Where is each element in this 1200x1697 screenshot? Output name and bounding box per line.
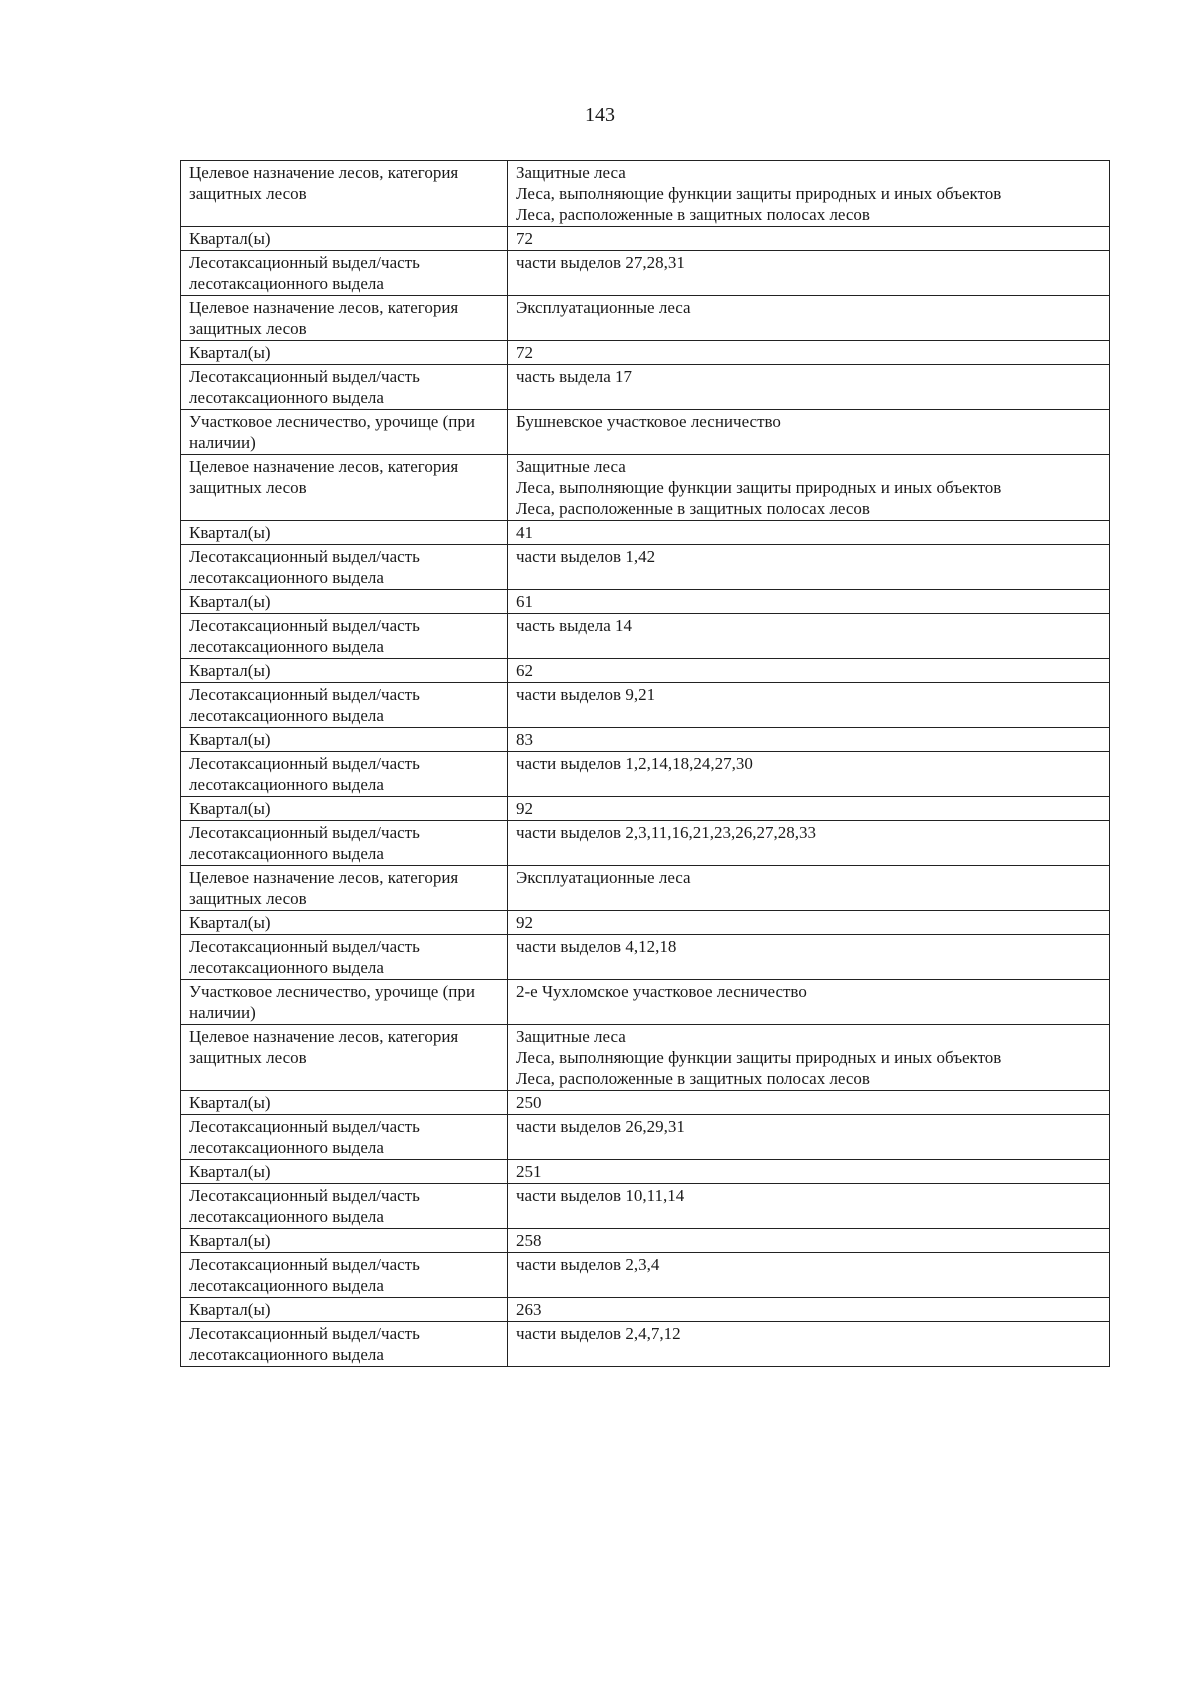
- table-row: [181, 1160, 1110, 1184]
- row-value: [508, 1322, 1110, 1367]
- row-value: [508, 659, 1110, 683]
- row-label: Квартал(ы): [181, 797, 508, 821]
- table-body: [181, 161, 1110, 1367]
- table-row: [181, 410, 1110, 455]
- row-label: Квартал(ы): [181, 227, 508, 251]
- row-label: Лесотаксационный выдел/часть лесотаксационного выдела: [181, 614, 508, 659]
- value-line: Защитные леса: [516, 163, 626, 182]
- table-row: [181, 1229, 1110, 1253]
- row-label: Целевое назначение лесов, категория защитных лесов: [181, 161, 508, 227]
- row-label: Лесотаксационный выдел/часть лесотаксационного выдела: [181, 1322, 508, 1367]
- value-line: Эксплуатационные леса: [516, 868, 691, 887]
- table-row: [181, 365, 1110, 410]
- value-line: 83: [516, 730, 533, 749]
- row-value: [508, 1025, 1110, 1091]
- table-row: [181, 251, 1110, 296]
- row-label: Участковое лесничество, урочище (при наличии): [181, 410, 508, 455]
- forest-table: [180, 160, 1110, 1367]
- table-row: [181, 455, 1110, 521]
- value-line: Леса, выполняющие функции защиты природных и иных объектов: [516, 478, 1002, 497]
- table-row: [181, 1184, 1110, 1229]
- row-label: Квартал(ы): [181, 911, 508, 935]
- row-label: Лесотаксационный выдел/часть лесотаксационного выдела: [181, 365, 508, 410]
- row-label: Квартал(ы): [181, 1160, 508, 1184]
- row-label: Квартал(ы): [181, 728, 508, 752]
- table-row: [181, 545, 1110, 590]
- value-line: 263: [516, 1300, 542, 1319]
- row-label: Лесотаксационный выдел/часть лесотаксационного выдела: [181, 935, 508, 980]
- row-label: Квартал(ы): [181, 521, 508, 545]
- row-value: [508, 521, 1110, 545]
- value-line: 62: [516, 661, 533, 680]
- value-line: части выделов 27,28,31: [516, 253, 685, 272]
- table-row: [181, 980, 1110, 1025]
- row-label: Лесотаксационный выдел/часть лесотаксационного выдела: [181, 752, 508, 797]
- row-value: [508, 545, 1110, 590]
- value-line: Леса, расположенные в защитных полосах лесов: [516, 1069, 870, 1088]
- row-value: [508, 728, 1110, 752]
- row-label: Целевое назначение лесов, категория защитных лесов: [181, 866, 508, 911]
- table-row: [181, 1322, 1110, 1367]
- table-row: [181, 296, 1110, 341]
- value-line: Леса, расположенные в защитных полосах лесов: [516, 205, 870, 224]
- row-label: Целевое назначение лесов, категория защитных лесов: [181, 455, 508, 521]
- row-value: [508, 1160, 1110, 1184]
- table-row: [181, 521, 1110, 545]
- value-line: Бушневское участковое лесничество: [516, 412, 781, 431]
- table-row: [181, 614, 1110, 659]
- table-row: [181, 341, 1110, 365]
- table-row: [181, 797, 1110, 821]
- table-row: [181, 752, 1110, 797]
- row-label: Лесотаксационный выдел/часть лесотаксационного выдела: [181, 251, 508, 296]
- row-value: [508, 410, 1110, 455]
- table-row: [181, 1298, 1110, 1322]
- value-line: части выделов 2,3,4: [516, 1255, 660, 1274]
- value-line: части выделов 26,29,31: [516, 1117, 685, 1136]
- row-value: [508, 365, 1110, 410]
- table-row: [181, 590, 1110, 614]
- value-line: части выделов 1,42: [516, 547, 656, 566]
- row-value: [508, 1091, 1110, 1115]
- row-value: [508, 614, 1110, 659]
- value-line: 92: [516, 913, 533, 932]
- value-line: часть выдела 17: [516, 367, 632, 386]
- row-value: [508, 911, 1110, 935]
- value-line: 2-е Чухломское участковое лесничество: [516, 982, 807, 1001]
- value-line: части выделов 2,4,7,12: [516, 1324, 681, 1343]
- row-value: [508, 797, 1110, 821]
- row-value: [508, 1253, 1110, 1298]
- value-line: Леса, расположенные в защитных полосах лесов: [516, 499, 870, 518]
- row-label: Лесотаксационный выдел/часть лесотаксационного выдела: [181, 545, 508, 590]
- value-line: Леса, выполняющие функции защиты природных и иных объектов: [516, 184, 1002, 203]
- value-line: 251: [516, 1162, 542, 1181]
- row-label: Лесотаксационный выдел/часть лесотаксационного выдела: [181, 821, 508, 866]
- row-label: Квартал(ы): [181, 1298, 508, 1322]
- value-line: 72: [516, 229, 533, 248]
- table-row: [181, 683, 1110, 728]
- value-line: части выделов 10,11,14: [516, 1186, 685, 1205]
- row-label: Лесотаксационный выдел/часть лесотаксационного выдела: [181, 1253, 508, 1298]
- table-row: [181, 1091, 1110, 1115]
- page-number: 143: [585, 104, 615, 126]
- value-line: Защитные леса: [516, 1027, 626, 1046]
- table-row: [181, 161, 1110, 227]
- row-label: Квартал(ы): [181, 590, 508, 614]
- row-value: [508, 1298, 1110, 1322]
- value-line: Леса, выполняющие функции защиты природных и иных объектов: [516, 1048, 1002, 1067]
- row-value: [508, 341, 1110, 365]
- row-value: [508, 251, 1110, 296]
- table-row: [181, 821, 1110, 866]
- value-line: 61: [516, 592, 533, 611]
- row-label: Лесотаксационный выдел/часть лесотаксационного выдела: [181, 683, 508, 728]
- table-row: [181, 935, 1110, 980]
- value-line: Защитные леса: [516, 457, 626, 476]
- value-line: часть выдела 14: [516, 616, 632, 635]
- value-line: 92: [516, 799, 533, 818]
- value-line: части выделов 1,2,14,18,24,27,30: [516, 754, 753, 773]
- row-value: [508, 590, 1110, 614]
- row-label: Лесотаксационный выдел/часть лесотаксационного выдела: [181, 1184, 508, 1229]
- row-label: Лесотаксационный выдел/часть лесотаксационного выдела: [181, 1115, 508, 1160]
- table-row: [181, 1253, 1110, 1298]
- value-line: 41: [516, 523, 533, 542]
- row-value: [508, 821, 1110, 866]
- row-value: [508, 455, 1110, 521]
- row-value: [508, 296, 1110, 341]
- table-row: [181, 227, 1110, 251]
- row-label: Квартал(ы): [181, 341, 508, 365]
- row-value: [508, 866, 1110, 911]
- table-row: [181, 1025, 1110, 1091]
- row-label: Целевое назначение лесов, категория защитных лесов: [181, 296, 508, 341]
- value-line: части выделов 4,12,18: [516, 937, 677, 956]
- value-line: части выделов 2,3,11,16,21,23,26,27,28,33: [516, 823, 816, 842]
- row-label: Участковое лесничество, урочище (при наличии): [181, 980, 508, 1025]
- table-row: [181, 866, 1110, 911]
- value-line: 250: [516, 1093, 542, 1112]
- table-row: [181, 728, 1110, 752]
- value-line: части выделов 9,21: [516, 685, 656, 704]
- row-value: [508, 1229, 1110, 1253]
- row-label: Квартал(ы): [181, 659, 508, 683]
- row-label: Целевое назначение лесов, категория защитных лесов: [181, 1025, 508, 1091]
- row-label: Квартал(ы): [181, 1229, 508, 1253]
- row-value: [508, 683, 1110, 728]
- table-row: [181, 911, 1110, 935]
- row-value: [508, 227, 1110, 251]
- row-value: [508, 752, 1110, 797]
- table-row: [181, 659, 1110, 683]
- row-value: [508, 935, 1110, 980]
- row-value: [508, 161, 1110, 227]
- value-line: Эксплуатационные леса: [516, 298, 691, 317]
- row-value: [508, 1115, 1110, 1160]
- value-line: 258: [516, 1231, 542, 1250]
- row-value: [508, 1184, 1110, 1229]
- value-line: 72: [516, 343, 533, 362]
- row-label: Квартал(ы): [181, 1091, 508, 1115]
- row-value: [508, 980, 1110, 1025]
- table-row: [181, 1115, 1110, 1160]
